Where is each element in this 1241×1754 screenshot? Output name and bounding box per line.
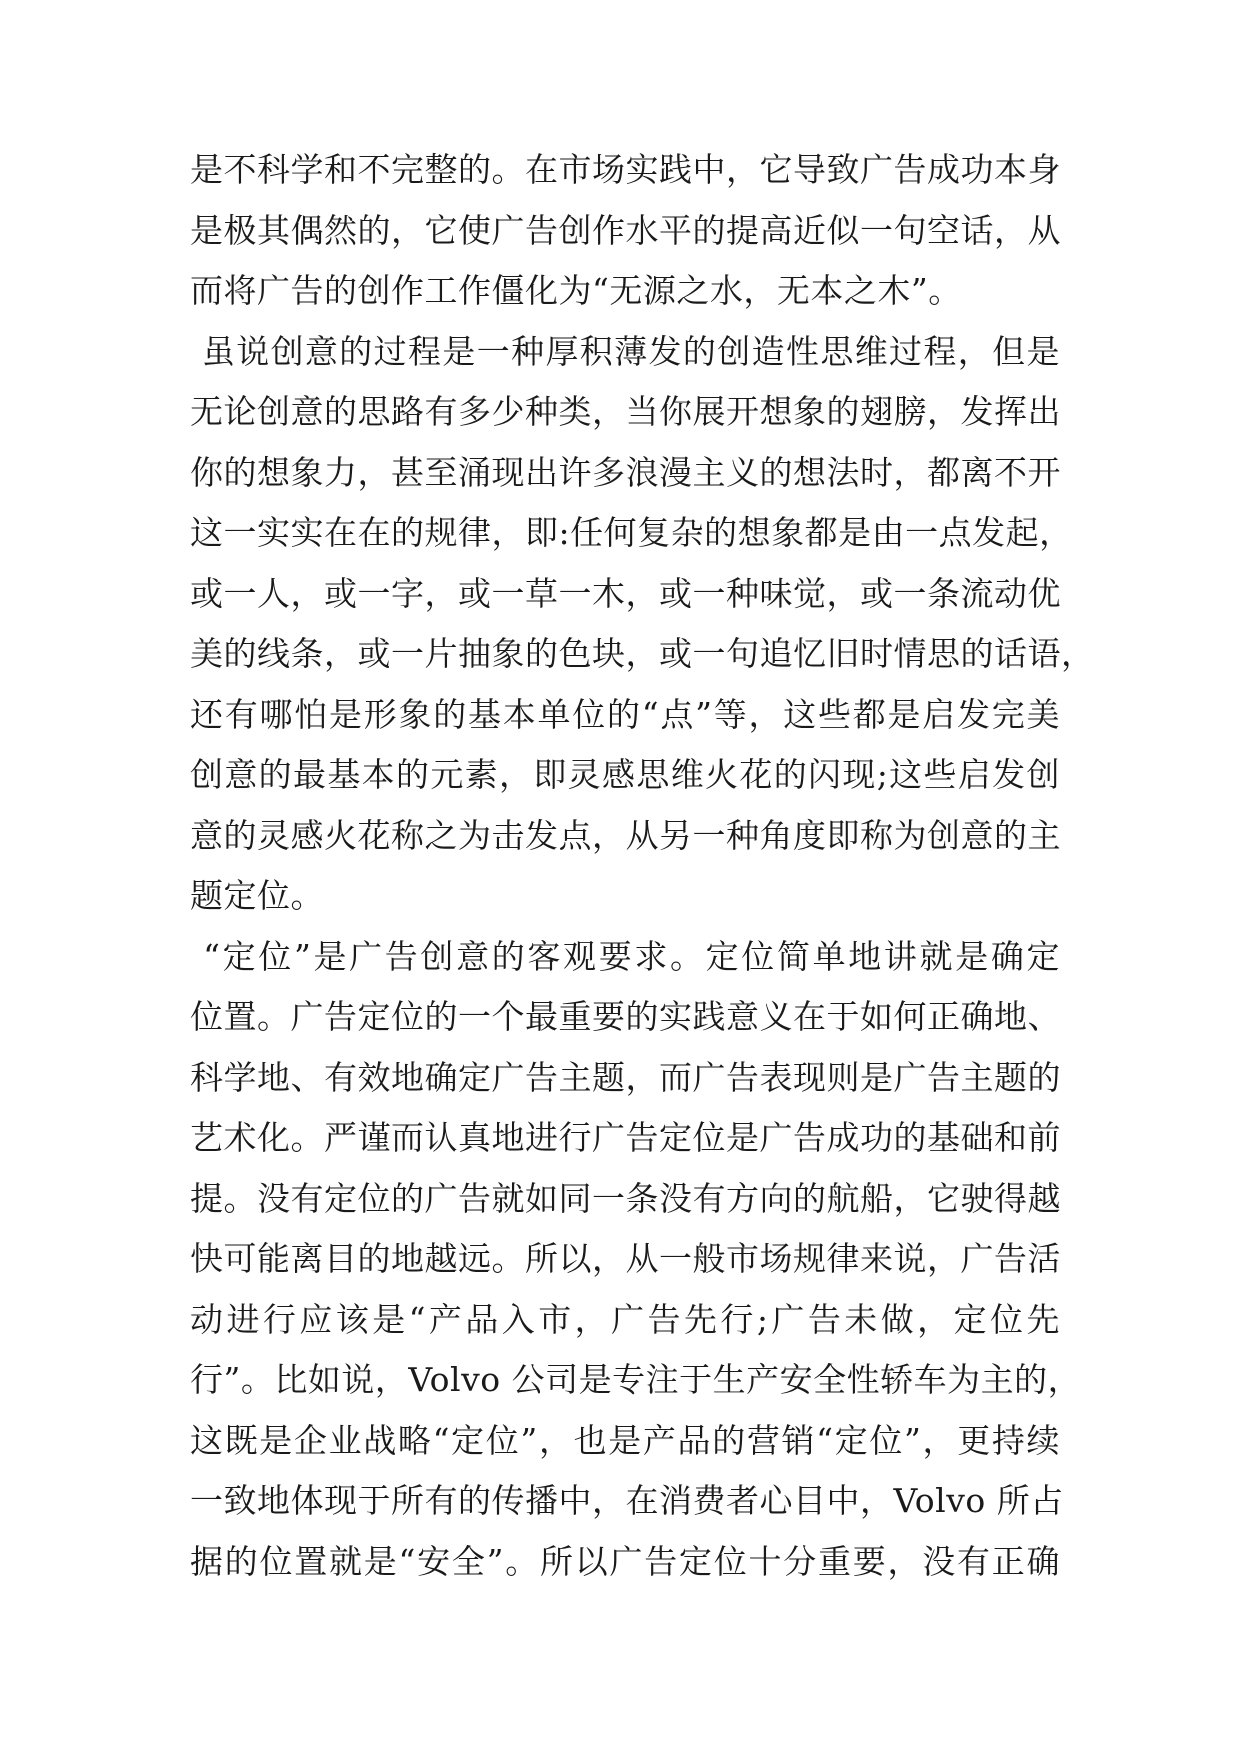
text-line: 行”。比如说，Volvo 公司是专注于生产安全性轿车为主的， [190,1360,1082,1399]
text-line: 还有哪怕是形象的基本单位的“点”等，这些都是启发完美 [190,694,1060,734]
text-line: 快可能离目的地越远。所以，从一般市场规律来说，广告活 [190,1239,1061,1278]
text-line: 这一实实在在的规律，即:任何复杂的想象都是由一点发起， [190,513,1073,552]
text-line: 科学地、有效地确定广告主题，而广告表现则是广告主题的 [190,1057,1061,1097]
text-line: 而将广告的创作工作僵化为“无源之水，无本之木”。 [190,271,962,310]
text-line: 是极其偶然的，它使广告创作水平的提高近似一句空话，从 [190,210,1061,250]
text-line: 虽说创意的过程是一种厚积薄发的创造性思维过程，但是 [190,331,1060,371]
text-line: 提。没有定位的广告就如同一条没有方向的航船，它驶得越 [190,1178,1061,1218]
text-line: 这既是企业战略“定位”，也是产品的营销“定位”，更持续 [190,1420,1060,1460]
text-line: 你的想象力，甚至涌现出许多浪漫主义的想法时，都离不开 [190,452,1061,492]
text-line: 或一人，或一字，或一草一木，或一种味觉，或一条流动优 [190,573,1061,613]
text-line: 意的灵感火花称之为击发点，从另一种角度即称为创意的主 [190,815,1061,855]
text-line: 题定位。 [190,876,324,915]
text-line: 创意的最基本的元素，即灵感思维火花的闪现;这些启发创 [190,755,1060,794]
text-line: 无论创意的思路有多少种类，当你展开想象的翅膀，发挥出 [190,392,1061,431]
text-line: 艺术化。严谨而认真地进行广告定位是广告成功的基础和前 [190,1118,1061,1157]
text-line: 美的线条，或一片抽象的色块，或一句追忆旧时情思的话语， [190,634,1095,673]
text-line: 一致地体现于所有的传播中，在消费者心目中，Volvo 所占 [190,1481,1064,1520]
text-line: “定位”是广告创意的客观要求。定位简单地讲就是确定 [190,936,1060,976]
text-line: 据的位置就是“安全”。所以广告定位十分重要，没有正确 [190,1541,1060,1581]
body-text [190,140,1095,1592]
text-line: 位置。广告定位的一个最重要的实践意义在于如何正确地、 [190,997,1061,1036]
text-line: 是不科学和不完整的。在市场实践中，它导致广告成功本身 [190,150,1061,189]
text-line: 动进行应该是“产品入市，广告先行;广告未做，定位先 [190,1299,1060,1339]
